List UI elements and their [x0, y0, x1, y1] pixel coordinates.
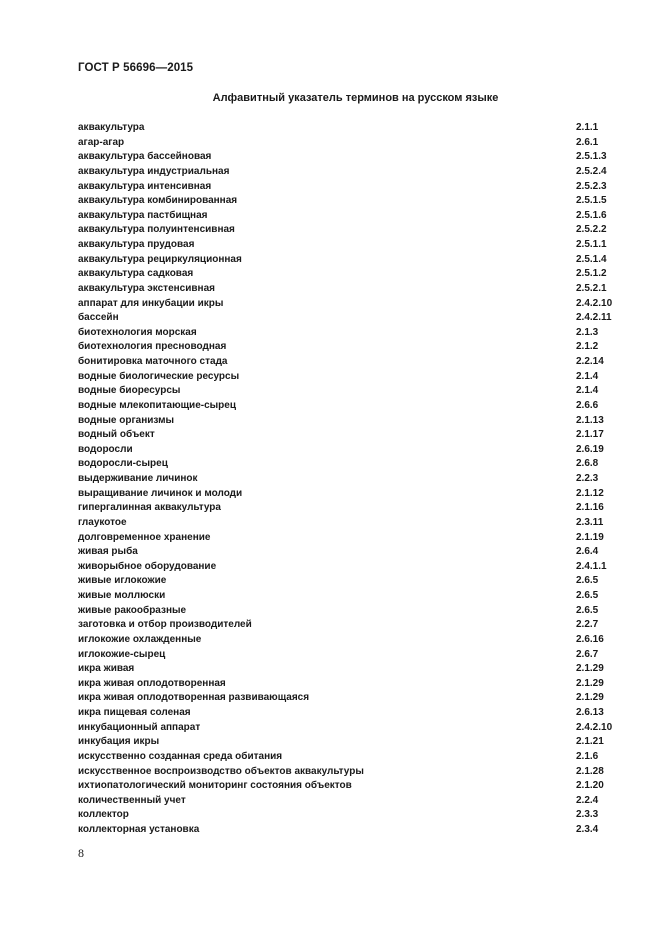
index-term-number: 2.5.1.6	[576, 209, 607, 221]
index-entry	[78, 691, 618, 706]
index-term: аквакультура	[78, 122, 145, 133]
index-entry	[78, 282, 618, 297]
index-entry	[78, 662, 618, 677]
index-entry	[78, 253, 618, 268]
index-term-number: 2.6.4	[576, 546, 599, 558]
index-term: аквакультура пастбищная	[78, 209, 208, 221]
index-term: бассейн	[78, 312, 119, 324]
index-entry	[78, 604, 618, 619]
index-entry	[78, 238, 618, 253]
index-term: аквакультура садковая	[78, 268, 194, 280]
index-entry	[78, 194, 618, 209]
index-term: иглокожие-сырец	[78, 648, 166, 660]
term-index-list	[78, 121, 618, 838]
index-entry	[78, 136, 618, 151]
index-entry	[78, 267, 618, 282]
index-entry	[78, 487, 618, 502]
index-term: икра живая оплодотворенная развивающаяся	[78, 692, 310, 704]
index-term-number: 2.1.3	[576, 326, 599, 338]
index-term: выращивание личинок и молоди	[78, 487, 243, 499]
index-entry	[78, 531, 618, 546]
page-number: 8	[78, 846, 84, 860]
index-term-number: 2.3.3	[576, 809, 599, 821]
index-term: водный объект	[78, 429, 155, 441]
index-term-number: 2.5.1.3	[576, 151, 607, 163]
index-term: аквакультура индустриальная	[78, 165, 230, 177]
index-term-number: 2.6.19	[576, 443, 604, 455]
index-term: бонитировка маточного стада	[78, 356, 228, 367]
index-term-number: 2.6.6	[576, 399, 599, 411]
index-term-number: 2.1.16	[576, 502, 604, 514]
index-entry	[78, 574, 618, 589]
index-term: инкубационный аппарат	[78, 721, 201, 733]
index-term-number: 2.4.2.10	[576, 297, 613, 309]
index-term: икра живая оплодотворенная	[78, 677, 226, 689]
index-entry	[78, 121, 618, 136]
index-entry	[78, 589, 618, 604]
index-entry	[78, 457, 618, 472]
index-entry	[78, 326, 618, 341]
index-term: аквакультура интенсивная	[78, 180, 212, 192]
index-term-number: 2.1.6	[576, 750, 599, 762]
index-entry	[78, 633, 618, 648]
index-term: агар-агар	[78, 136, 125, 148]
index-term-number: 2.1.2	[576, 341, 599, 353]
index-term: долговременное хранение	[78, 531, 211, 543]
index-term: аквакультура рециркуляционная	[78, 253, 242, 265]
index-term: иглокожие охлажденные	[78, 633, 202, 645]
index-term: биотехнология морская	[78, 326, 197, 338]
index-term-number: 2.6.5	[576, 575, 599, 587]
index-term-number: 2.1.29	[576, 663, 604, 675]
index-term: выдерживание личинок	[78, 473, 198, 484]
index-term-number: 2.6.7	[576, 648, 599, 660]
index-term: живые ракообразные	[78, 604, 187, 616]
index-term-number: 2.2.7	[576, 619, 599, 631]
index-title: Алфавитный указатель терминов на русском языке	[212, 92, 499, 104]
index-entry	[78, 150, 618, 165]
index-term: водные организмы	[78, 414, 175, 426]
index-entry	[78, 180, 618, 195]
index-term-number: 2.2.3	[576, 473, 599, 484]
index-term: водные млекопитающие-сырец	[78, 399, 237, 411]
index-term: аквакультура экстенсивная	[78, 282, 215, 294]
standard-code: ГОСТ Р 56696—2015	[78, 62, 194, 74]
index-term: живая рыба	[78, 546, 138, 558]
index-term: икра пищевая соленая	[78, 707, 191, 718]
index-term: коллектор	[78, 809, 129, 821]
index-entry	[78, 399, 618, 414]
index-term-number: 2.2.14	[576, 356, 604, 367]
index-entry	[78, 384, 618, 399]
index-entry	[78, 735, 618, 750]
index-term-number: 2.5.1.2	[576, 268, 607, 280]
index-term: искусственное воспроизводство объектов аквакультуры	[78, 765, 364, 777]
index-term: количественный учет	[78, 794, 186, 806]
index-term-number: 2.1.12	[576, 487, 604, 499]
index-term-number: 2.4.2.10	[576, 721, 613, 733]
index-term-number: 2.6.5	[576, 604, 599, 616]
index-term-number: 2.5.2.2	[576, 224, 607, 236]
index-entry	[78, 311, 618, 326]
index-term: живые моллюски	[78, 590, 166, 601]
index-term: икра живая	[78, 663, 135, 675]
index-term-number: 2.5.2.1	[576, 282, 607, 294]
index-term: аппарат для инкубации икры	[78, 297, 224, 309]
index-term-number: 2.1.13	[576, 414, 604, 426]
index-entry	[78, 516, 618, 531]
index-entry	[78, 297, 618, 312]
index-entry	[78, 808, 618, 823]
index-term: водные биоресурсы	[78, 385, 181, 397]
index-entry	[78, 648, 618, 663]
index-term: аквакультура комбинированная	[78, 195, 238, 207]
index-entry	[78, 209, 618, 224]
index-term-number: 2.1.20	[576, 780, 604, 792]
index-term: водоросли	[78, 443, 133, 455]
index-term: коллекторная установка	[78, 824, 200, 835]
index-term-number: 2.2.4	[576, 794, 599, 806]
index-term-number: 2.5.1.1	[576, 239, 607, 250]
index-term: водные биологические ресурсы	[78, 370, 240, 382]
index-term: живорыбное оборудование	[78, 560, 217, 572]
index-term: гипергалинная аквакультура	[78, 502, 221, 514]
index-entry	[78, 414, 618, 429]
index-term-number: 2.1.17	[576, 429, 604, 441]
index-term-number: 2.1.28	[576, 765, 604, 777]
index-term-number: 2.6.13	[576, 707, 604, 718]
index-entry	[78, 823, 618, 838]
index-term: аквакультура бассейновая	[78, 151, 212, 163]
index-term: глаукотое	[78, 516, 127, 528]
index-entry	[78, 765, 618, 780]
index-entry	[78, 677, 618, 692]
index-entry	[78, 560, 618, 575]
index-term: аквакультура полуинтенсивная	[78, 224, 235, 236]
index-entry	[78, 618, 618, 633]
index-term-number: 2.5.2.3	[576, 180, 607, 192]
index-term: искусственно созданная среда обитания	[78, 750, 283, 762]
index-entry	[78, 165, 618, 180]
index-term: ихтиопатологический мониторинг состояния объектов	[78, 780, 352, 792]
index-entry	[78, 779, 618, 794]
index-term-number: 2.1.21	[576, 736, 604, 748]
index-term: биотехнология пресноводная	[78, 341, 227, 353]
index-term-number: 2.5.1.5	[576, 195, 607, 207]
index-entry	[78, 223, 618, 238]
index-entry	[78, 794, 618, 809]
index-term-number: 2.6.1	[576, 136, 599, 148]
index-term: инкубация икры	[78, 736, 160, 748]
index-entry	[78, 443, 618, 458]
index-term: аквакультура прудовая	[78, 239, 195, 250]
index-term-number: 2.3.4	[576, 824, 599, 835]
index-term-number: 2.6.5	[576, 590, 599, 601]
index-term-number: 2.1.4	[576, 385, 599, 397]
index-entry	[78, 721, 618, 736]
index-term-number: 2.1.29	[576, 692, 604, 704]
index-term-number: 2.5.2.4	[576, 165, 607, 177]
index-entry	[78, 501, 618, 516]
index-term-number: 2.1.19	[576, 531, 604, 543]
index-term: живые иглокожие	[78, 575, 167, 587]
index-entry	[78, 355, 618, 370]
index-entry	[78, 545, 618, 560]
index-term-number: 2.1.29	[576, 677, 604, 689]
index-entry	[78, 706, 618, 721]
index-term-number: 2.6.16	[576, 633, 604, 645]
index-term-number: 2.4.1.1	[576, 560, 607, 572]
index-entry	[78, 472, 618, 487]
index-term: заготовка и отбор производителей	[78, 619, 252, 631]
index-term-number: 2.3.11	[576, 516, 604, 528]
index-entry	[78, 750, 618, 765]
index-term-number: 2.6.8	[576, 458, 599, 470]
index-entry	[78, 428, 618, 443]
index-term-number: 2.1.1	[576, 122, 599, 133]
index-entry	[78, 340, 618, 355]
index-term-number: 2.5.1.4	[576, 253, 607, 265]
index-term-number: 2.4.2.11	[576, 312, 612, 324]
index-entry	[78, 370, 618, 385]
index-term: водоросли-сырец	[78, 458, 168, 470]
index-term-number: 2.1.4	[576, 370, 599, 382]
